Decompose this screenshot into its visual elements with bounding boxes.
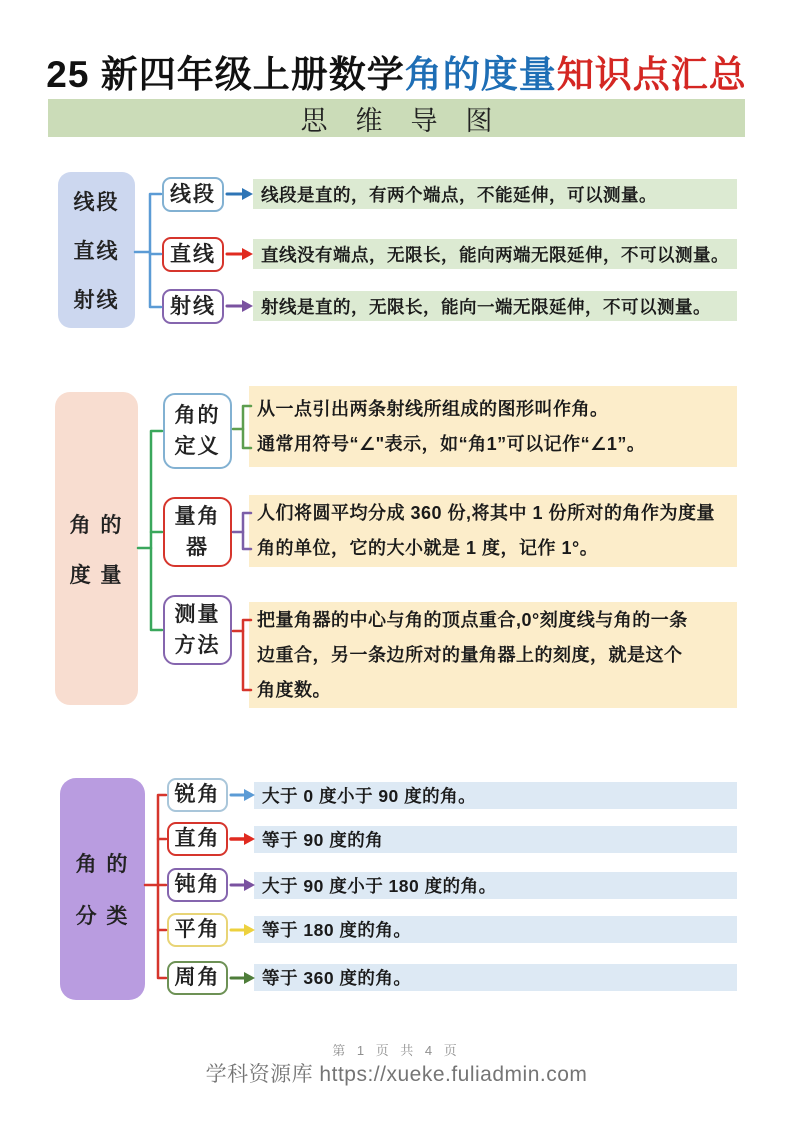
branch-box-angle-definition: [163, 393, 232, 469]
desc-acute-angle: 大于 0 度小于 90 度的角。: [254, 782, 737, 809]
branch-label: 直线: [170, 242, 216, 266]
branch-box-segment: [162, 177, 224, 212]
branch-label: 量角: [174, 504, 221, 528]
desc-line: 把量角器的中心与角的顶点重合,0°刻度线与角的一条: [257, 609, 688, 630]
arrow-icon-straight: [231, 924, 255, 936]
topic-lines-rays: [58, 172, 135, 328]
arrow-icon-ray: [227, 300, 253, 312]
branch-box-right-angle: [167, 822, 228, 856]
page-title-blue: 角的度量: [404, 54, 557, 95]
branch-label: 钝角: [174, 873, 221, 897]
desc-line: 角的单位，它的大小就是 1 度，记作 1°。: [257, 538, 599, 558]
branch-box-line: [162, 237, 224, 272]
arrow-icon-full: [231, 972, 255, 984]
topic-line-1: 线段: [73, 191, 120, 214]
page-title: [0, 44, 793, 98]
branch-label: 方法: [174, 634, 221, 657]
topic-angle-classification: [60, 778, 145, 1000]
arrow-icon-acute: [231, 789, 255, 801]
desc-line: 直线没有端点，无限长，能向两端无限延伸，不可以测量。: [253, 239, 737, 269]
desc-straight-angle: 等于 180 度的角。: [254, 916, 737, 943]
arrow-icon-obtuse: [231, 879, 255, 891]
topic-line-2: 分 类: [75, 905, 130, 928]
branch-box-straight-angle: [167, 913, 228, 947]
branch-label: 锐角: [174, 783, 221, 807]
branch-box-obtuse-angle: [167, 868, 228, 902]
branch-label: 线段: [170, 182, 216, 206]
desc-ray: 射线是直的，无限长，能向一端无限延伸，不可以测量。: [253, 291, 737, 321]
page-indicator: 第 1 页 共 4 页: [332, 1043, 461, 1058]
branch-box-protractor: [163, 497, 232, 567]
topic-angle-measurement: [55, 392, 138, 705]
bracket-section1: [135, 194, 161, 307]
bracket-section2: [138, 431, 162, 630]
topic-line-2: 度 量: [69, 563, 124, 587]
branch-label: 定义: [174, 435, 221, 458]
desc-angle-definition: [249, 386, 737, 467]
desc-line: 人们将圆平均分成 360 份,将其中 1 份所对的角作为度量: [257, 503, 716, 523]
branch-box-ray: [162, 289, 224, 324]
branch-label: 角的: [174, 403, 221, 427]
topic-line-1: 角 的: [75, 853, 130, 876]
branch-label: 平角: [174, 918, 221, 942]
page-title-red: 知识点汇总: [556, 54, 747, 95]
source-site: 学科资源库 https://xueke.fuliadmin.com: [205, 1063, 588, 1086]
desc-full-angle: 等于 360 度的角。: [254, 964, 737, 991]
desc-measuring-method: [249, 602, 737, 708]
desc-segment: 线段是直的，有两个端点，不能延伸，可以测量。: [253, 179, 737, 209]
desc-right-angle: 等于 90 度的角: [254, 826, 737, 853]
bracket-section3: [145, 795, 166, 978]
branch-label: 器: [186, 536, 209, 559]
branch-label: 测量: [174, 602, 221, 626]
page-title-black: 25 新四年级上册数学: [46, 54, 405, 95]
branch-box-acute-angle: [167, 778, 228, 812]
topic-line-1: 角 的: [69, 513, 124, 537]
desc-line: 边重合，另一条边所对的量角器上的刻度，就是这个: [257, 644, 683, 665]
branch-box-measuring-method: [163, 595, 232, 665]
desc-protractor: [249, 495, 737, 567]
desc-line: 角度数。: [257, 679, 331, 700]
desc-obtuse-angle: 大于 90 度小于 180 度的角。: [254, 872, 737, 899]
branch-label: 直角: [174, 827, 221, 851]
desc-line: 通常用符号“∠"表示，如“角1”可以记作“∠1”。: [257, 433, 646, 454]
arrow-icon-right: [231, 833, 255, 845]
branch-label: 周角: [174, 966, 221, 990]
banner-label: 思维导图: [300, 105, 521, 136]
arrow-icon-line: [227, 248, 253, 260]
mindmap-banner: [48, 99, 745, 137]
topic-line-2: 直线: [73, 240, 120, 263]
arrow-icon-segment: [227, 188, 253, 200]
topic-line-3: 射线: [73, 289, 120, 312]
desc-line: 从一点引出两条射线所组成的图形叫作角。: [257, 398, 609, 419]
branch-label: 射线: [170, 294, 216, 318]
branch-box-full-angle: [167, 961, 228, 995]
